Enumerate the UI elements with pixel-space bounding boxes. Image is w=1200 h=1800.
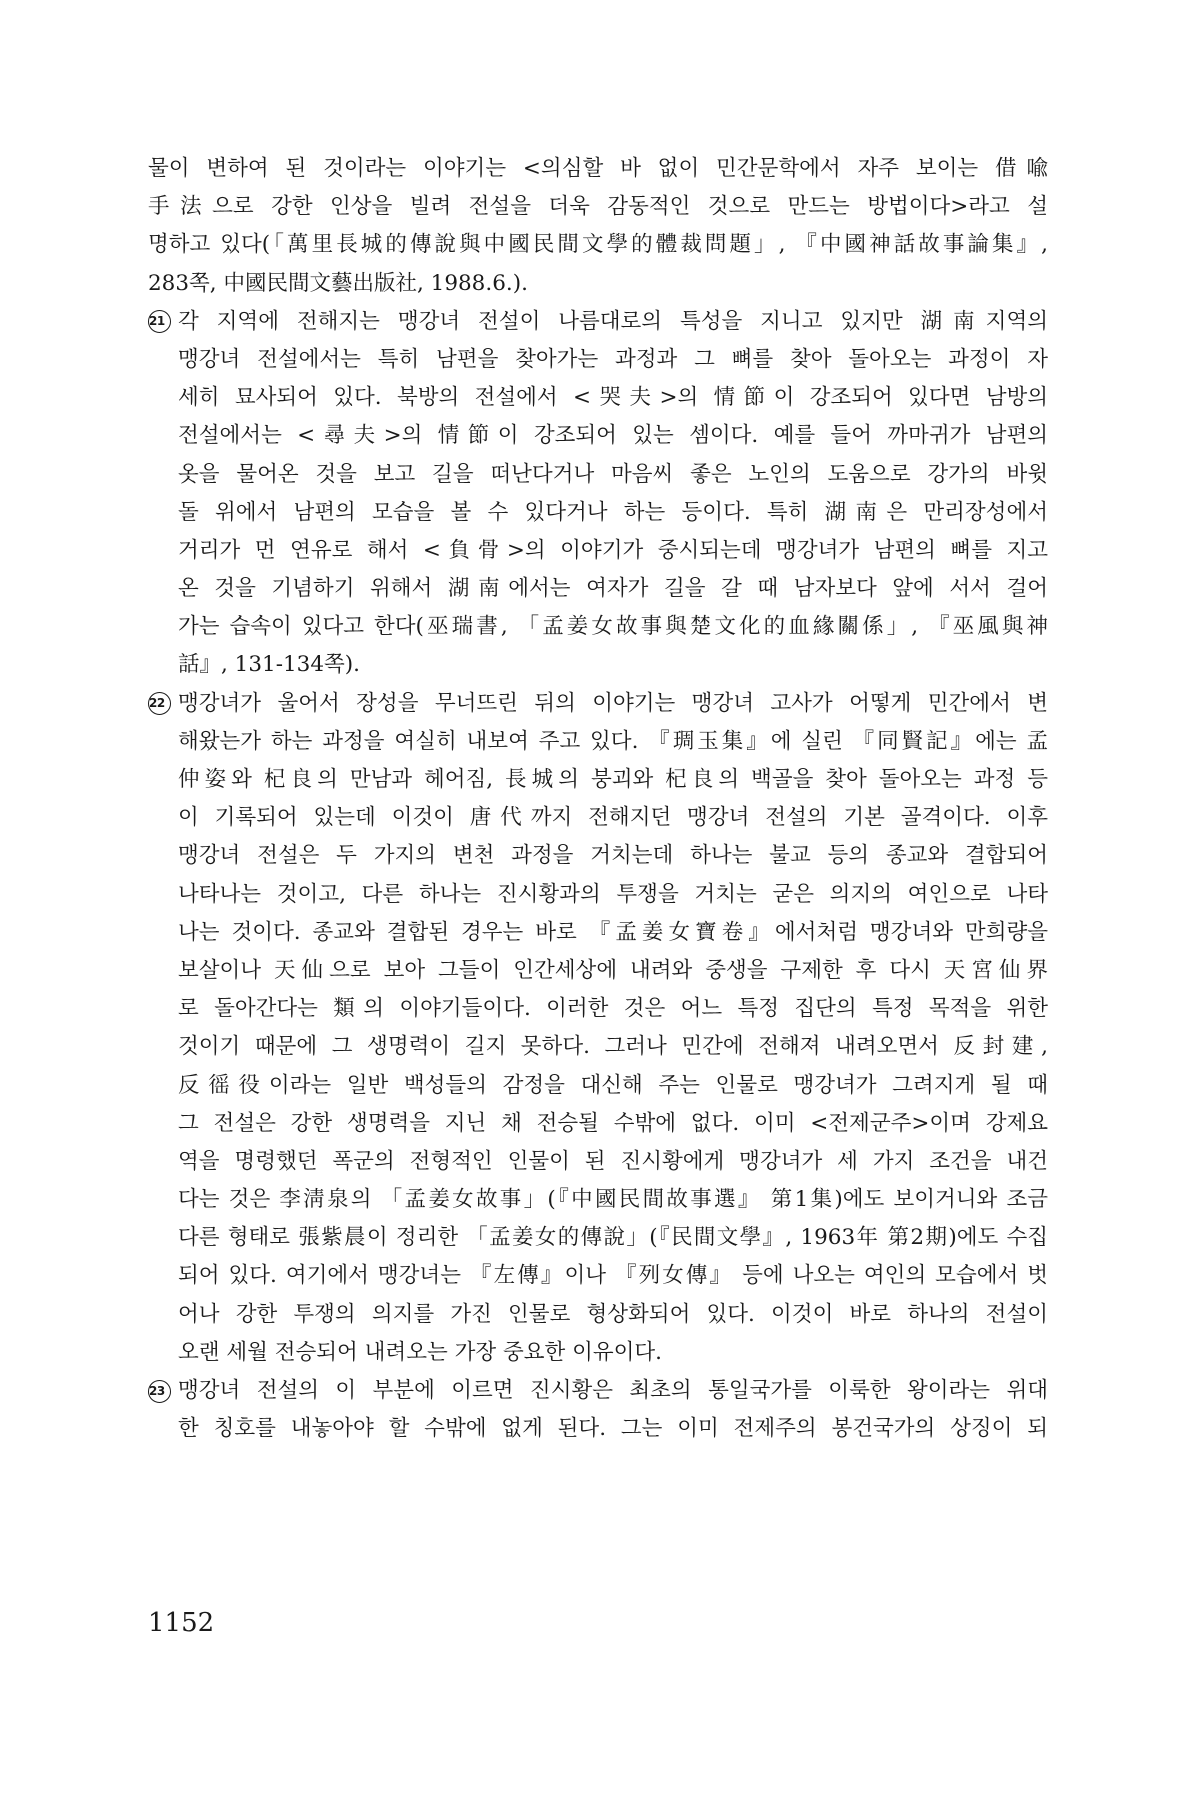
text-line: 맹강녀 전설은 두 가지의 변천 과정을 거치는데 하나는 불교 등의 종교와 결합되어 — [178, 843, 1048, 869]
footnote-number: 23 — [148, 1380, 171, 1403]
text-line: 仲姿와 杞良의 만남과 헤어짐, 長城의 붕괴와 杞良의 백골을 찾아 돌아오는 과정 등 — [178, 767, 1048, 792]
text-line: 돌 위에서 남편의 모습을 볼 수 있다거나 하는 등이다. 특히 湖南은 만리장성에서 — [178, 499, 1048, 525]
page-number: 1152 — [148, 1608, 215, 1638]
text-line: 話』, 131-134쪽). — [178, 652, 360, 678]
text-line: 나는 것이다. 종교와 결합된 경우는 바로 『孟姜女寶卷』에서처럼 맹강녀와 만희량을 — [178, 919, 1048, 945]
text-line: 手法으로 강한 인상을 빌려 전설을 더욱 감동적인 것으로 만드는 방법이다>라고 설 — [148, 194, 1048, 220]
body-text — [148, 150, 1048, 1448]
text-line: 것이기 때문에 그 생명력이 길지 못하다. 그러나 민간에 전해져 내려오면서 反封建, — [178, 1034, 1048, 1060]
text-line: 맹강녀 전설에서는 특히 남편을 찾아가는 과정과 그 뼈를 찾아 돌아오는 과정이 자 — [178, 346, 1048, 372]
footnote-marker — [148, 303, 174, 341]
text-line: 그 전설은 강한 생명력을 지닌 채 전승될 수밖에 없다. 이미 <전제군주>이며 강제요 — [178, 1110, 1048, 1136]
text-line: 보살이나 天仙으로 보아 그들이 인간세상에 내려와 중생을 구제한 후 다시 天宮仙界 — [178, 957, 1048, 983]
text-line: 가는 습속이 있다고 한다(巫瑞書, 「孟姜女故事與楚文化的血緣關係」, 『巫風與神 — [178, 614, 1048, 640]
footnote-marker — [148, 685, 174, 723]
footnote-23 — [148, 1372, 1048, 1448]
footnote-number: 22 — [148, 692, 171, 715]
footnote-22 — [148, 685, 1048, 1372]
text-line: 명하고 있다(「萬里長城的傳說與中國民間文學的體裁問題」, 『中國神話故事論集』, — [148, 232, 1048, 258]
text-line: 어나 강한 투쟁의 의지를 가진 인물로 형상화되어 있다. 이것이 바로 하나의 전설이 — [178, 1301, 1048, 1327]
text-line: 이 기록되어 있는데 이것이 唐代까지 전해지던 맹강녀 전설의 기본 골격이다. 이후 — [178, 805, 1048, 831]
text-line: 거리가 먼 연유로 해서 <負骨>의 이야기가 중시되는데 맹강녀가 남편의 뼈를 지고 — [178, 537, 1048, 563]
text-line: 해왔는가 하는 과정을 여실히 내보여 주고 있다. 『琱玉集』에 실린 『同賢記』에는 孟 — [178, 728, 1048, 754]
text-line: 역을 명령했던 폭군의 전형적인 인물이 된 진시황에게 맹강녀가 세 가지 조건을 내건 — [178, 1148, 1048, 1174]
text-line: 세히 묘사되어 있다. 북방의 전설에서 <哭夫>의 情節이 강조되어 있다면 남방의 — [178, 385, 1048, 411]
text-line — [148, 1372, 1048, 1410]
text-line: 나타나는 것이고, 다른 하나는 진시황과의 투쟁을 거치는 굳은 의지의 여인으로 나타 — [178, 881, 1048, 907]
text-line: 물이 변하여 된 것이라는 이야기는 <의심할 바 없이 민간문학에서 자주 보이는 借喩 — [148, 156, 1048, 181]
text-line: 反徭役이라는 일반 백성들의 감정을 대신해 주는 인물로 맹강녀가 그려지게 될 때 — [178, 1072, 1048, 1098]
text-line: 한 칭호를 내놓아야 할 수밖에 없게 된다. 그는 이미 전제주의 봉건국가의 상징이 되 — [178, 1416, 1048, 1442]
text-line: 283쪽, 中國民間文藝出版社, 1988.6.). — [148, 270, 528, 296]
text-line-content: 맹강녀 전설의 이 부분에 이르면 진시황은 최초의 통일국가를 이룩한 왕이라는 위대 — [178, 1378, 1048, 1403]
footnote-21 — [148, 303, 1048, 685]
text-line — [148, 303, 1048, 341]
text-line: 온 것을 기념하기 위해서 湖南에서는 여자가 길을 갈 때 남자보다 앞에 서서 걸어 — [178, 576, 1048, 602]
text-line: 옷을 물어온 것을 보고 길을 떠난다거나 마음씨 좋은 노인의 도움으로 강가의 바윗 — [178, 461, 1048, 487]
footnote-marker — [148, 1372, 174, 1410]
text-line: 오랜 세월 전승되어 내려오는 가장 중요한 이유이다. — [178, 1339, 662, 1365]
footnote-number: 21 — [148, 310, 171, 333]
text-line: 다른 형태로 張紫晨이 정리한 「孟姜女的傳說」(『民間文學』, 1963年 第2期)에도 수집 — [178, 1225, 1048, 1251]
intro-paragraph — [148, 150, 1048, 303]
text-line-content: 맹강녀가 울어서 장성을 무너뜨린 뒤의 이야기는 맹강녀 고사가 어떻게 민간에서 변 — [178, 690, 1048, 716]
text-line: 로 돌아간다는 類의 이야기들이다. 이러한 것은 어느 특정 집단의 특정 목적을 위한 — [178, 996, 1048, 1022]
text-line: 전설에서는 <尋夫>의 情節이 강조되어 있는 셈이다. 예를 들어 까마귀가 남편의 — [178, 423, 1048, 449]
text-line: 다는 것은 李淸泉의 「孟姜女故事」(『中國民間故事選』 第1集)에도 보이거니와 조금 — [178, 1187, 1048, 1213]
text-line-content: 각 지역에 전해지는 맹강녀 전설이 나름대로의 특성을 지니고 있지만 湖南지역의 — [178, 308, 1048, 334]
text-line — [148, 685, 1048, 723]
text-line: 되어 있다. 여기에서 맹강녀는 『左傳』이나 『列女傳』 등에 나오는 여인의 모습에서 벗 — [178, 1263, 1048, 1289]
